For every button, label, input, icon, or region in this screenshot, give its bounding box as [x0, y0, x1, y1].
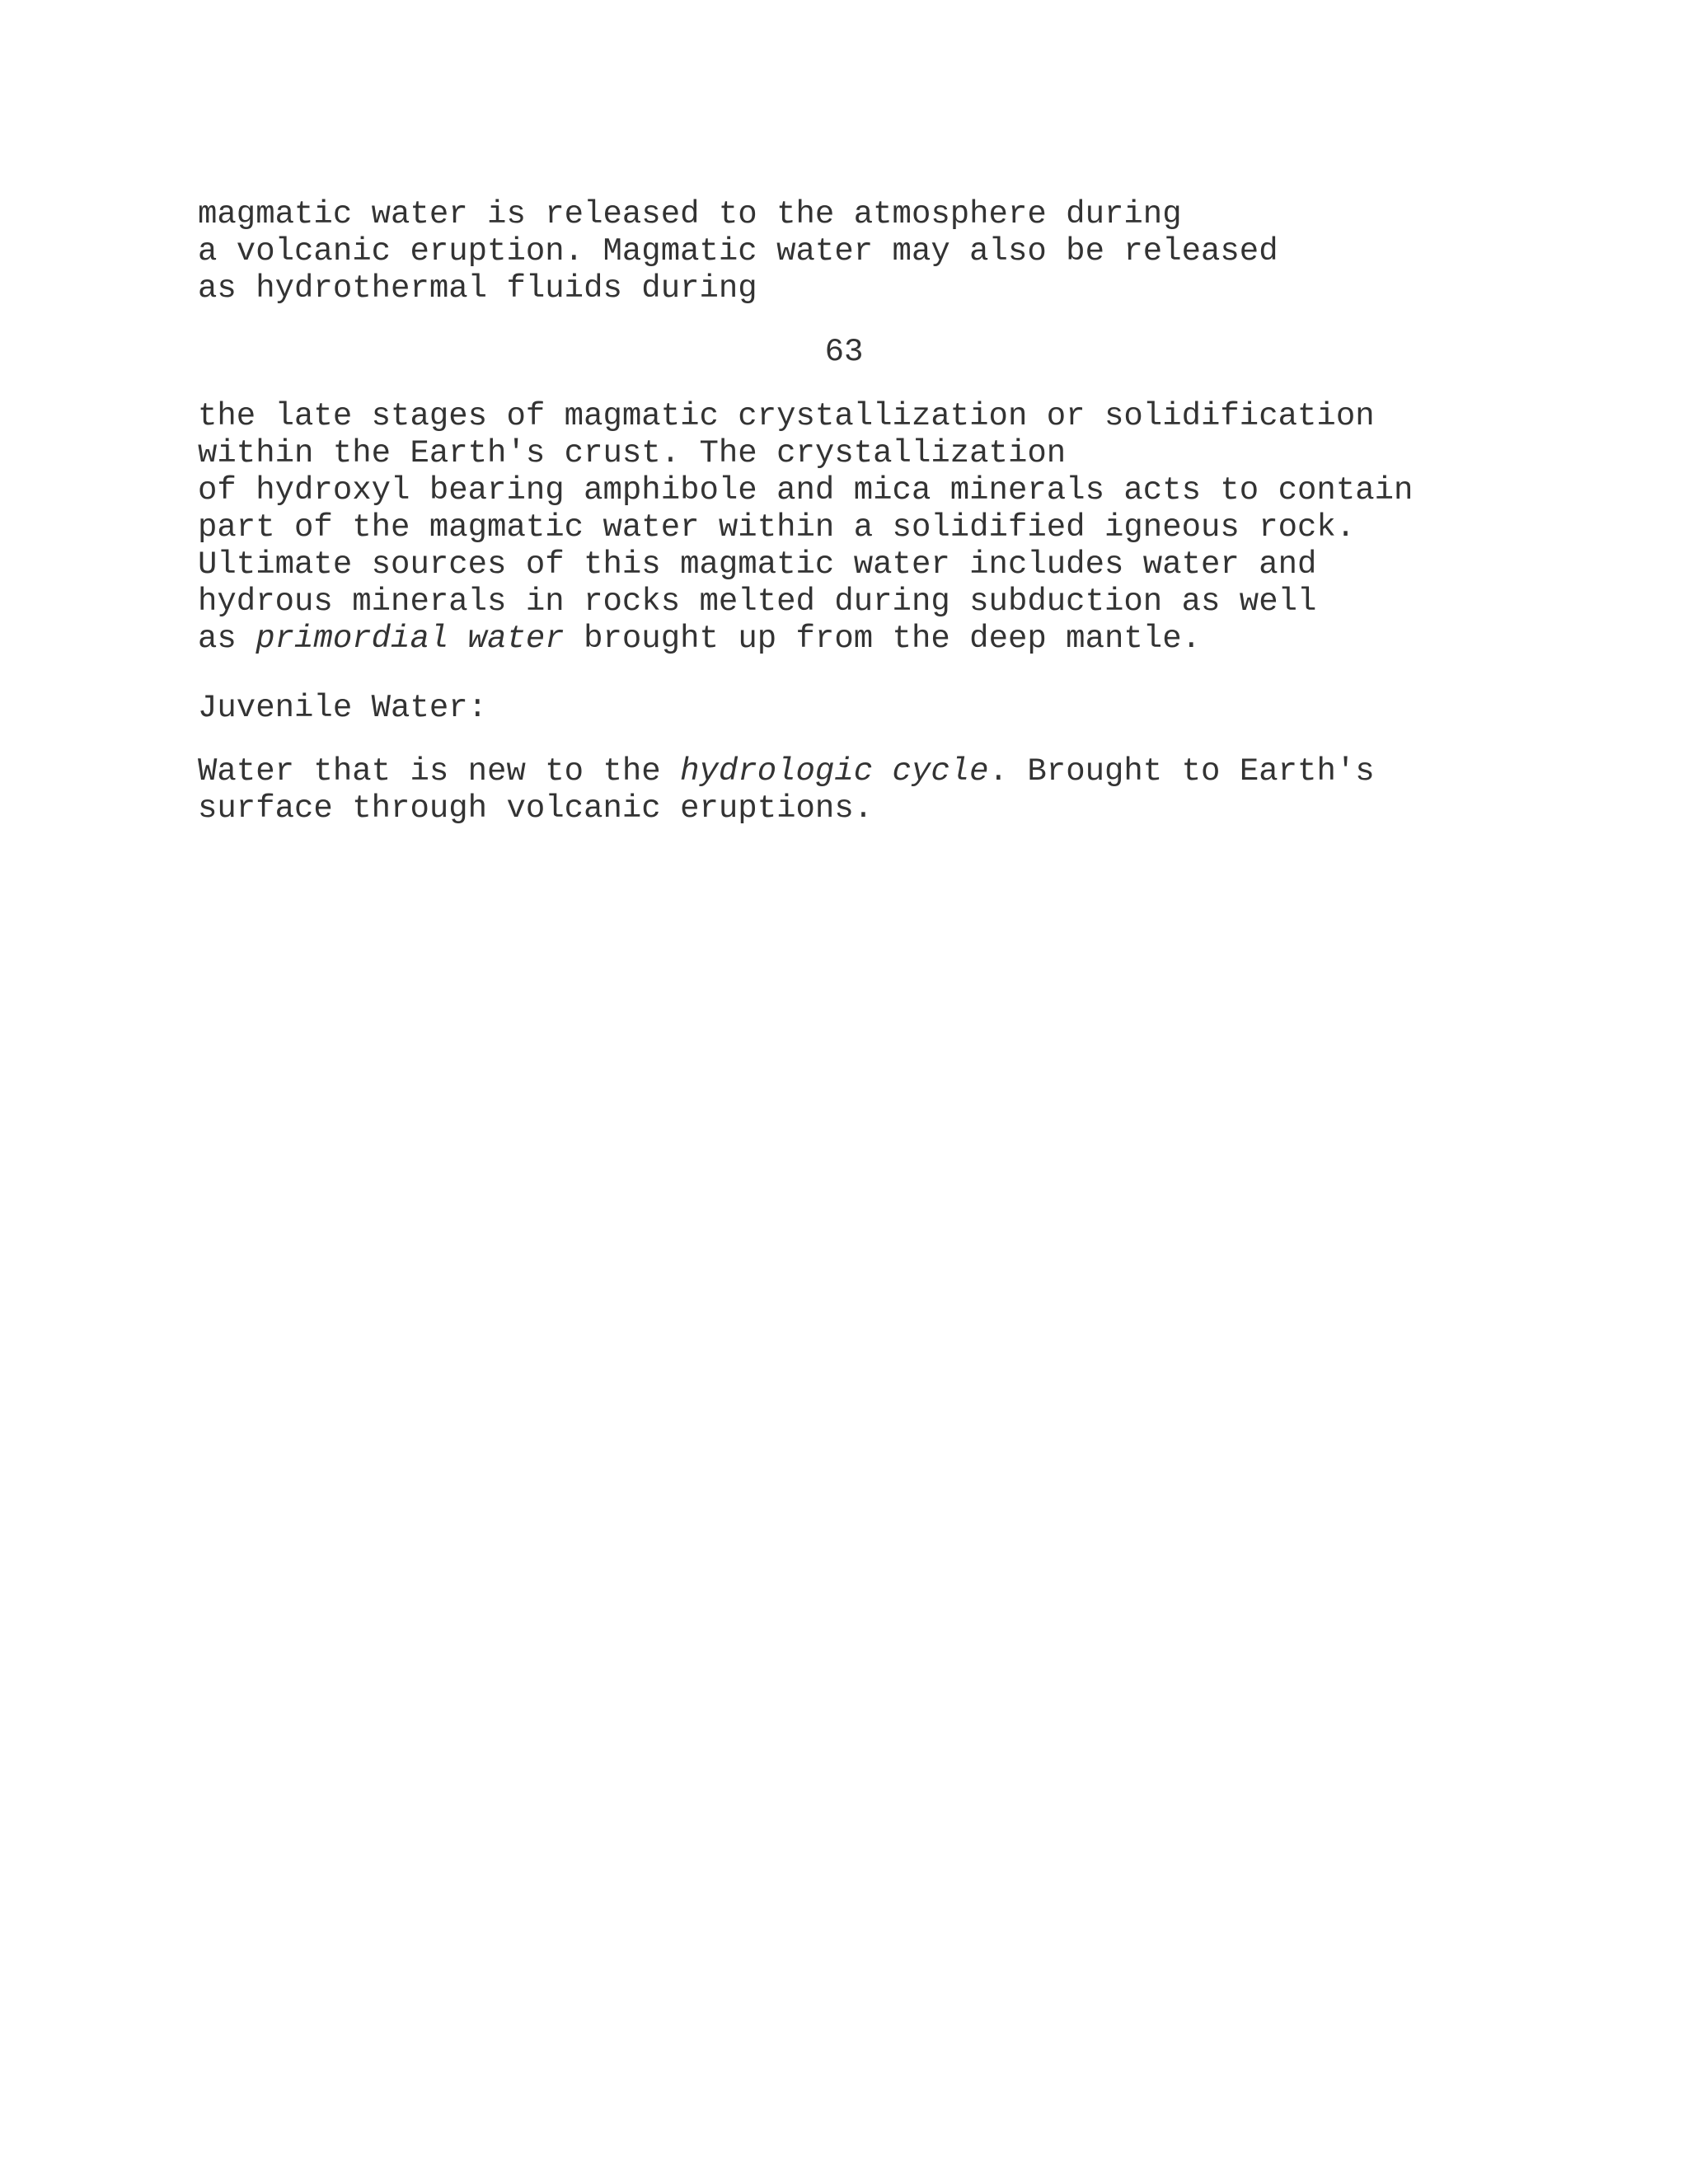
text-line: as hydrothermal fluids during — [198, 270, 757, 307]
paragraph-magmatic-water — [198, 398, 1413, 658]
text-line: within the Earth's crust. The crystallization — [198, 435, 1067, 471]
section-heading — [198, 690, 487, 727]
paragraph-continued — [198, 196, 1278, 307]
text-run: brought up from the deep mantle. — [564, 621, 1202, 657]
text-line: magmatic water is released to the atmosphere during — [198, 196, 1182, 232]
heading-text: Juvenile Water: — [198, 690, 488, 726]
text-line: part of the magmatic water within a solidified igneous rock. — [198, 509, 1356, 546]
text-line — [198, 621, 1413, 658]
text-run: Water that is new to the — [198, 753, 681, 790]
text-run: . Brought to Earth's — [988, 753, 1375, 790]
emphasis-term: hydrologic cycle — [680, 753, 989, 790]
emphasis-term: primordial water — [256, 621, 565, 657]
text-line: Ultimate sources of this magmatic water includes water and — [198, 546, 1317, 583]
text-line — [198, 753, 1375, 790]
paragraph-juvenile-water — [198, 753, 1375, 827]
text-run: as — [198, 621, 256, 657]
text-line: hydrous minerals in rocks melted during subduction as well — [198, 583, 1317, 620]
page-number: 63 — [824, 334, 864, 370]
text-line: of hydroxyl bearing amphibole and mica minerals acts to contain — [198, 472, 1414, 509]
text-line: a volcanic eruption. Magmatic water may also be released — [198, 233, 1278, 269]
text-line: the late stages of magmatic crystallization or solidification — [198, 398, 1375, 434]
text-line: surface through volcanic eruptions. — [198, 790, 874, 827]
